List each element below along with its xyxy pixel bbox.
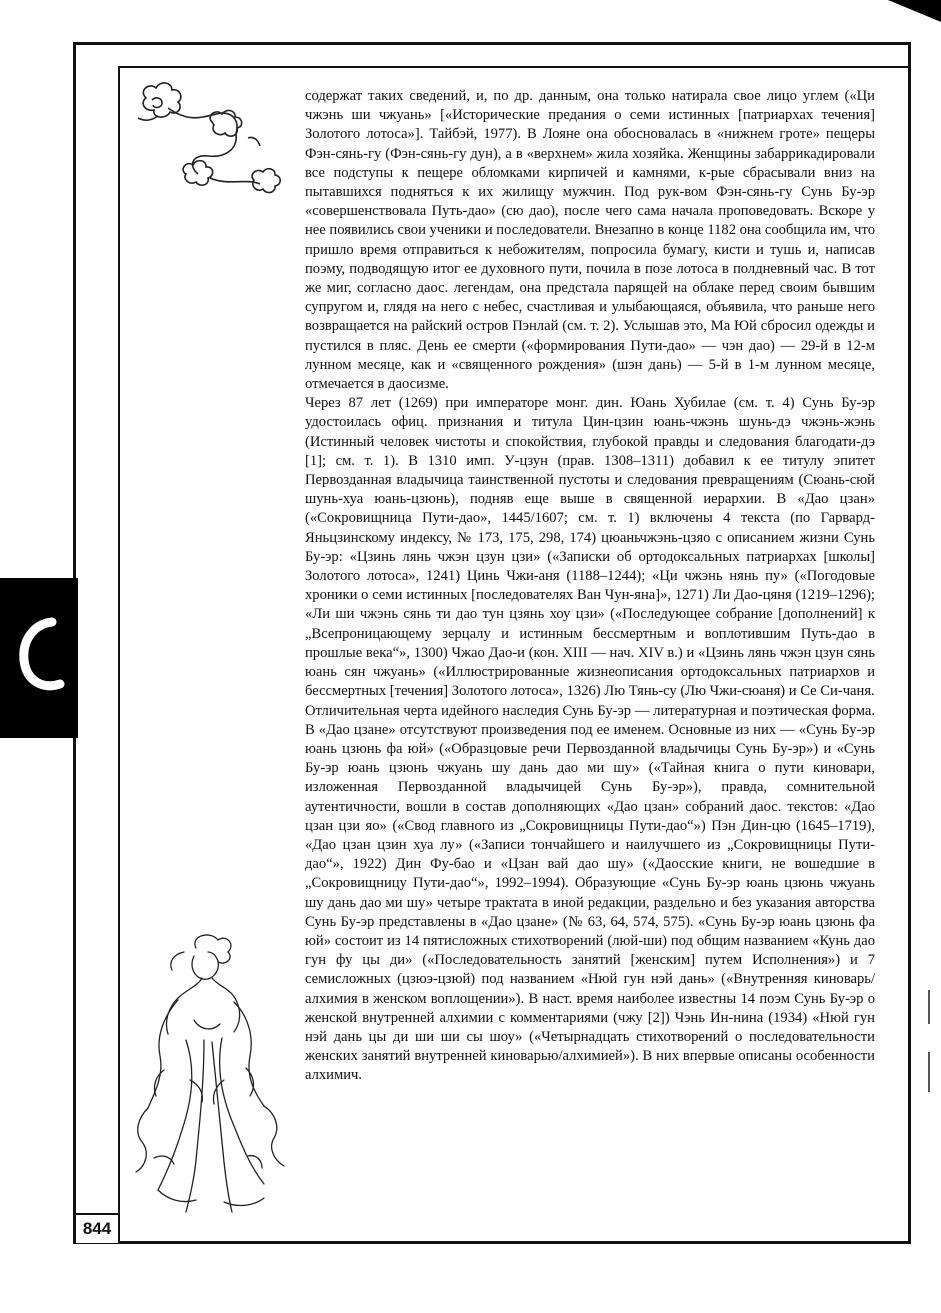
section-tab: [0, 578, 78, 738]
paragraph-2: Через 87 лет (1269) при императоре монг. дин. Юань Хубилае (см. т. 4) Сунь Бу-эр удостоилась офиц. признания и титула Цин-цзин юань-чжэнь шунь-дэ чжэнь-жэнь (Истинный человек чистоты и спокойствия, глубокой правды и следования благодати-дэ [1]; см. т. 1). В 1310 имп. У-цзун (прав. 1308–1311) добавил к ее титулу эпитет Первозданная владычица таинственной пустоты и следования превращениям (Сюань-сюй шунь-хуа юань-цзюнь), подняв еще выше в священной иерархии. В «Дао цзан» («Сокровищница Пути-дао», 1445/1607; см. т. 1) включены 4 текста (по Гарвард-Яньцзинскому индексу, № 173, 175, 298, 174) цюаньчжэнь-цзяо с описанием жизни Сунь Бу-эр: «Цзинь лянь чжэн цзун цзи» («Записки об ортодоксальных патриархах [школы] Золотого лотоса», 1241) Цинь Чжи-аня (1188–1244); «Ци чжэнь нянь пу» («Погодовые хроники о семи истинных [последователях Ван Чун-яна]», 1271) Ли Дао-цяня (1219–1296); «Ли ши чжэнь сянь ти дао тун цзянь хоу цзи» («Последующее собрание [дополнений] к „Всепроницающему зерцалу и истинным бессмертным и воплотившим Путь-дао в прошлые века“», 1300) Чжао Дао-и (кон. XIII — нач. XIV в.) и «Цзинь лянь чжэн цзун сянь юань сян чжуань» («Иллюстрированные жизнеописания ортодоксальных патриархов и бессмертных [течения] Золотого лотоса», 1326) Лю Тянь-су (Лю Чжи-сюаня) и Се Си-чаня.: [305, 395, 875, 700]
section-letter-glyph: [14, 614, 66, 698]
frame-top-rule: [118, 66, 911, 68]
woman-figure-illustration-icon: [124, 930, 294, 1220]
page-number: 844: [76, 1213, 120, 1243]
cloud-ornament-icon: [128, 78, 288, 208]
right-margin-marks: [928, 990, 931, 1110]
paragraph-1: содержат таких сведений, и, по др. данным, она только натирала свое лицо углем («Ци чжэнь ши чжуань» [«Исторические предания о семи истинных [патриархах течения] Золотого лотоса»]. Тайбэй, 1977). В Лояне она обосновалась в «нижнем гроте» пещеры Фэн-сянь-гу (Фэн-сянь-гу дун), а в «верхнем» жила хозяйка. Женщины забаррикадировали все подступы к пещере обломками кирпичей и камнями, к-рые сбрасывали вниз на пытавшихся подняться к их жилищу мужчин. Под рук-вом Фэн-сянь-гу Сунь Бу-эр «совершенствовала Путь-дао» (сю дао), после чего сама начала проповедовать. Вскоре у нее появились свои ученики и последователи. Внезапно в конце 1182 она сообщила им, что пришло время отправиться к небожителям, попросила бумагу, кисти и тушь и, написав поэму, подводящую итог ее духовного пути, почила в позе лотоса в полдневный час. В тот же миг, согласно даос. легендам, она предстала парящей на облаке перед своим бывшим супругом и, глядя на него с небес, счастливая и улыбающаяся, объявила, что раньше него возвращается на райский остров Пэнлай (см. т. 2). Услышав это, Ма Юй сбросил одежды и пустился в пляс. День ее смерти («формирования Пути-дао» — чэн дао) — 29-й в 12-м лунном месяце, как и «священного рождения» (шэн дань) — 5-й в 1-м лунном месяце, отмечается в даосизме.: [305, 88, 875, 393]
corner-arrow-mark: [888, 0, 941, 22]
article-text: [305, 87, 875, 1086]
frame-margin-rule: [118, 66, 120, 1244]
paragraph-3: Отличительная черта идейного наследия Сунь Бу-эр — литературная и поэтическая форма. В «Дао цзане» отсутствуют произведения под ее именем. Основные из них — «Сунь Бу-эр юань цзюнь фа юй» («Образцовые речи Первозданной владычицы Сунь Бу-эр») и «Сунь Бу-эр юань цзюнь чжуань шу дань дао ми шу» («Тайная книга о пути киновари, изложенная Первозданной владычицей Сунь Бу-эр»), правда, сомнительной аутентичности, вошли в состав дополняющих «Дао цзан» собраний даос. текстов: «Дао цзан цзи яо» («Свод главного из „Сокровищницы Пути-дао“») Пэн Дин-цю (1645–1719), «Дао цзан цзин хуа лу» («Записи тончайшего и наилучшего из „Сокровищницы Пути-дао“», 1922) Дин Фу-бао и «Цзан вай дао шу» («Даосские книги, не вошедшие в „Сокровищницу Пути-дао“», 1992–1994). Образующие «Сунь Бу-эр юань цзюнь чжуань шу дань дао ми шу» четыре трактата в иной редакции, раздельно и без указания авторства Сунь Бу-эр представлены в «Дао цзане» (№ 63, 64, 574, 575). «Сунь Бу-эр юань цзюнь фа юй» состоит из 14 пятисложных стихотворений (люй-ши) под общим названием «Кунь дао гун фу цы ди» («Последовательность занятий [женским] путем Исполнения») и 7 семисложных (цзюэ-цзюй) под названием «Нюй гун нэй дань» («Внутренняя киноварь/алхимия в женском воплощении»). В наст. время наиболее известны 14 поэм Сунь Бу-эр о женской внутренней алхимии с комментариями (чжу [2]) Чэнь Ин-нина (1934) «Нюй гун нэй дань цы ди ши ши сы шоу» («Четырнадцать стихотворений о последовательности женских занятий внутренней киноварью/алхимией»). В них впервые описаны особенности алхимич.: [305, 702, 875, 1084]
